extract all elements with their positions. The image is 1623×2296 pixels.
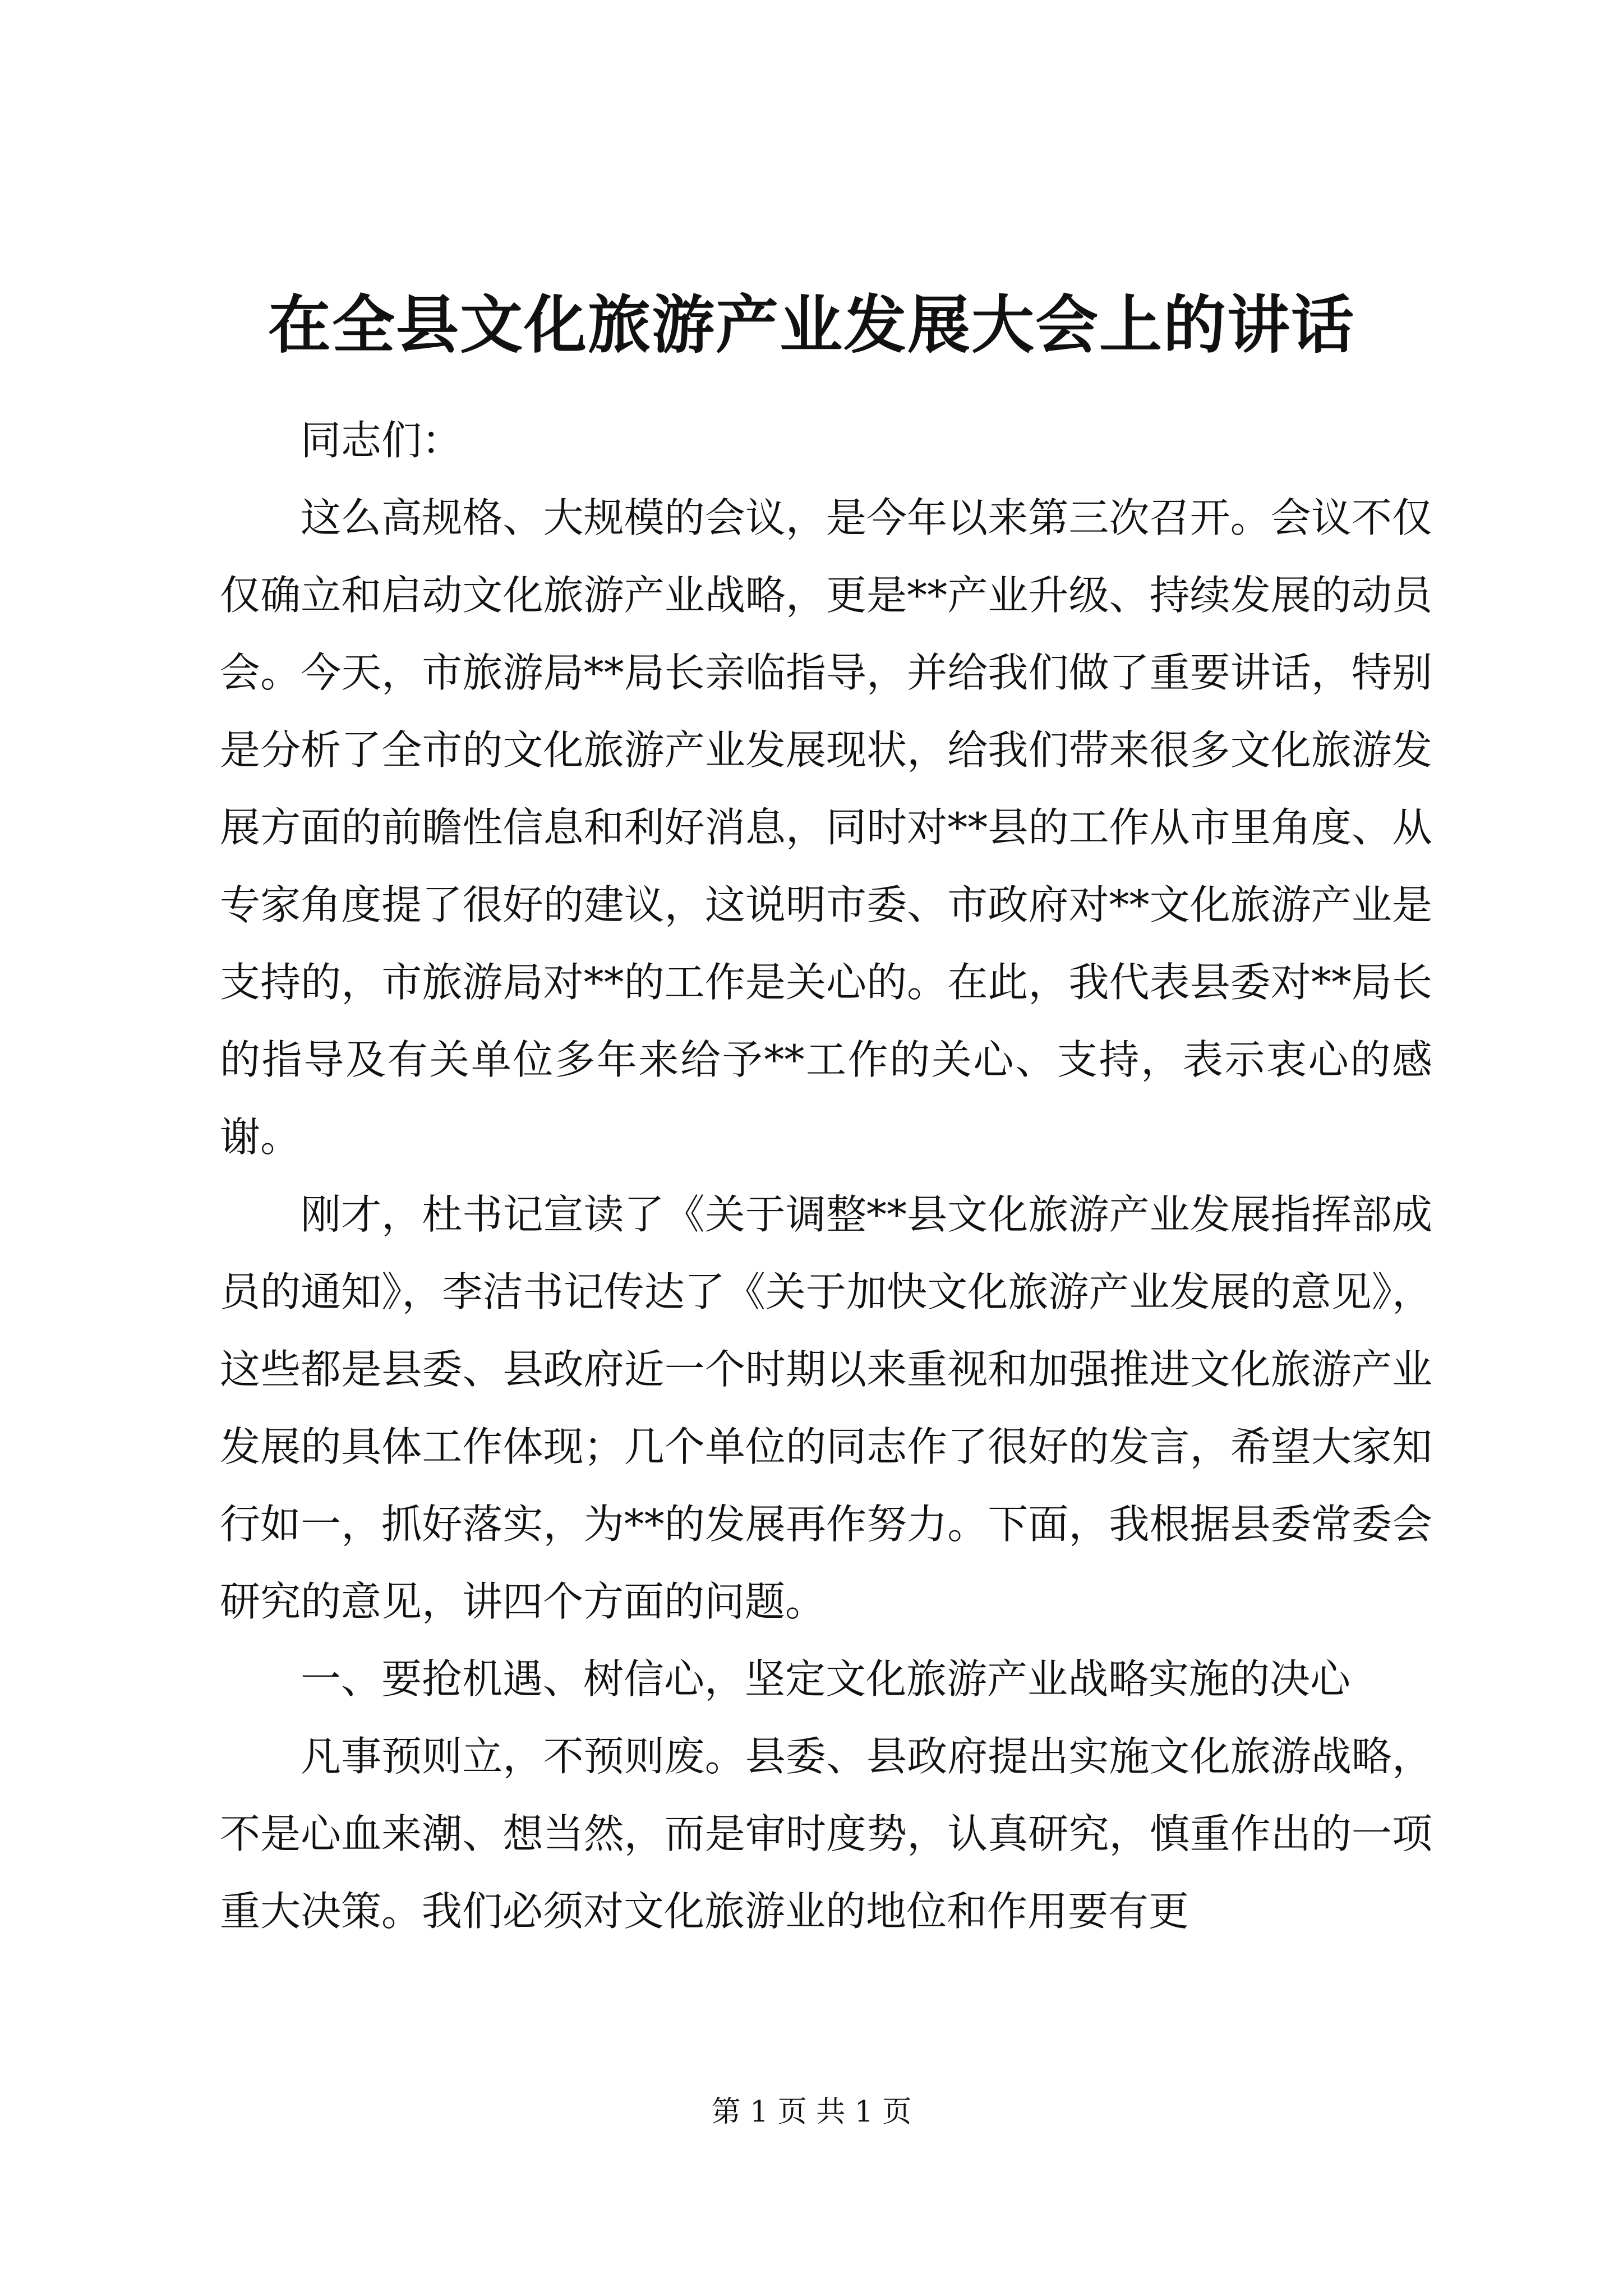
body-paragraph: 刚才，杜书记宣读了《关于调整**县文化旅游产业发展指挥部成员的通知》，李洁书记传达了《关于加快文化旅游产业发展的意见》，这些都是县委、县政府近一个时期以来重视和加强推进文化旅游产业发展的具体工作体现；几个单位的同志作了很好的发言，希望大家知行如一，抓好落实，为**的发展再作努力。下面，我根据县委常委会研究的意见，讲四个方面的问题。 (220, 1191, 1432, 1625)
salutation-paragraph: 同志们： (301, 417, 463, 464)
document-body (220, 402, 1432, 1950)
section-heading: 一、要抢机遇、树信心，坚定文化旅游产业战略实施的决心 (301, 1655, 1351, 1703)
body-paragraph: 这么高规格、大规模的会议，是今年以来第三次召开。会议不仅仅确立和启动文化旅游产业战略，更是**产业升级、持续发展的动员会。今天，市旅游局**局长亲临指导，并给我们做了重要讲话，特别是分析了全市的文化旅游产业发展现状，给我们带来很多文化旅游发展方面的前瞻性信息和利好消息，同时对**县的工作从市里角度、从专家角度提了很好的建议，这说明市委、市政府对**文化旅游产业是支持的，市旅游局对**的工作是关心的。在此，我代表县委对**局长的指导及有关单位多年来给予**工作的关心、支持，表示衷心的感谢。 (220, 494, 1432, 1161)
document-title: 在全县文化旅游产业发展大会上的讲话 (268, 288, 1355, 362)
page-number-footer: 第 1 页 共 1 页 (711, 2095, 912, 2129)
body-paragraph: 凡事预则立，不预则废。县委、县政府提出实施文化旅游战略，不是心血来潮、想当然，而是审时度势，认真研究，慎重作出的一项重大决策。我们必须对文化旅游业的地位和作用要有更 (220, 1733, 1432, 1935)
